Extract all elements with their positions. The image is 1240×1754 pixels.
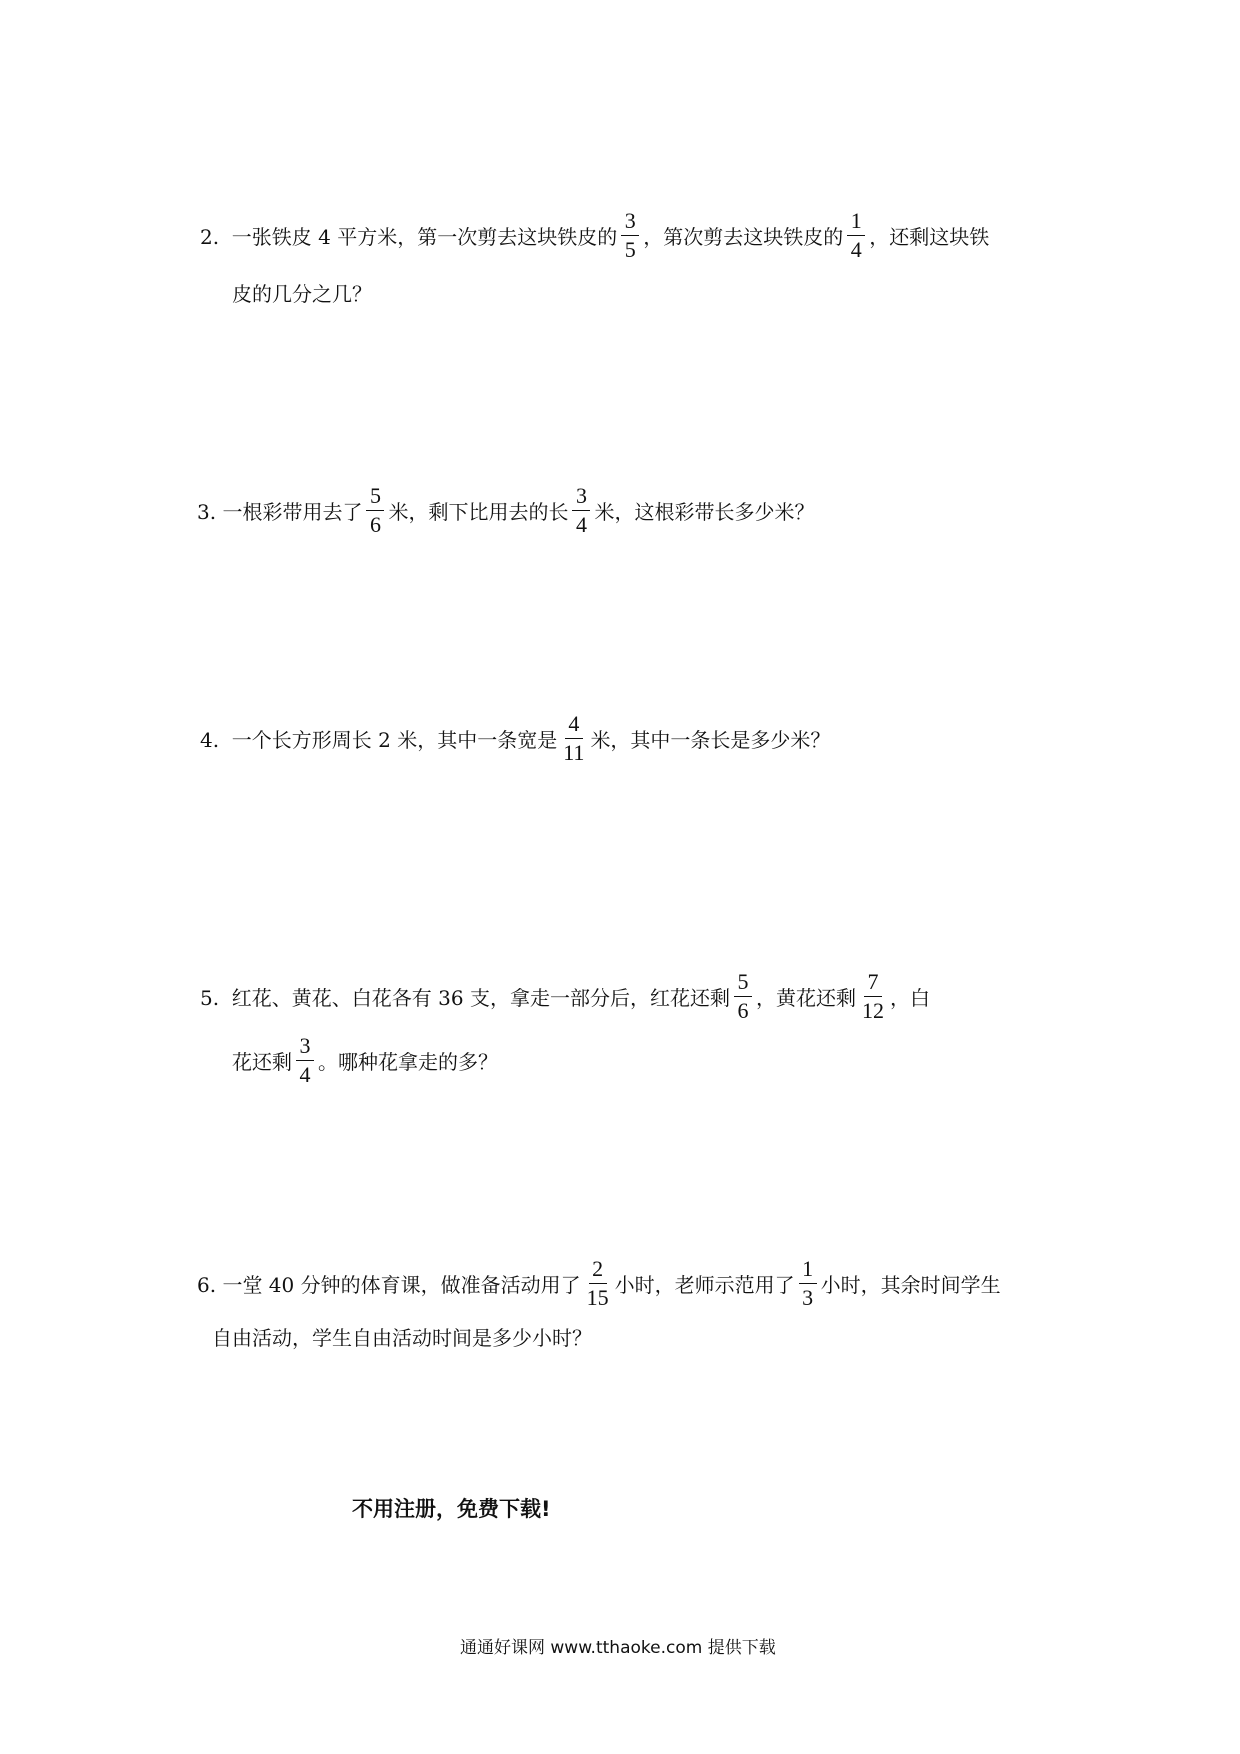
q5-fraction-2 [860,971,886,1022]
numerator: 7 [864,971,882,997]
q5-fraction-3 [296,1035,314,1086]
denominator: 6 [369,512,381,537]
q2-line1 [200,210,989,261]
numerator: 3 [572,485,590,511]
numerator: 5 [366,485,384,511]
q6-fraction-1 [585,1258,611,1309]
denominator: 3 [802,1285,814,1310]
denominator: 4 [299,1062,311,1087]
q3-text-3: 米，这根彩带长多少米？ [594,500,815,524]
q5-text-4: 花还剩 [232,1050,292,1074]
q5-text-3: ，白 [889,986,930,1010]
q6-text-4: 自由活动，学生自由活动时间是多少小时？ [212,1326,592,1350]
denominator: 11 [563,740,585,765]
numerator: 5 [734,971,752,997]
q5-fraction-1 [734,971,752,1022]
q3-text-2: 米，剩下比用去的长 [388,500,569,524]
numerator: 1 [799,1258,817,1284]
q2-text-1: 2. 一张铁皮 4 平方米，第一次剪去这块铁皮的 [200,225,618,249]
q4-line [200,713,830,764]
q3-fraction-2 [572,485,590,536]
numerator: 2 [589,1258,607,1284]
q2-text-3: ，还剩这块铁 [869,225,990,249]
q4-text-2: 米，其中一条长是多少米？ [590,728,831,752]
q2-fraction-2 [847,210,865,261]
q5-text-1: 5. 红花、黄花、白花各有 36 支，拿走一部分后，红花还剩 [200,986,730,1010]
q3-fraction-1 [366,485,384,536]
numerator: 3 [296,1035,314,1061]
q5-line2 [232,1035,498,1086]
q6-line1 [197,1258,1001,1309]
q6-text-3: 小时，其余时间学生 [820,1273,1001,1297]
q3-text-1: 3. 一根彩带用去了 [197,500,363,524]
denominator: 4 [575,512,587,537]
q3-line [197,485,814,536]
q5-text-2: ，黄花还剩 [755,986,856,1010]
q2-text-2: ，第次剪去这块铁皮的 [643,225,844,249]
numerator: 4 [565,713,583,739]
q5-line1 [200,971,930,1022]
q6-text-1: 6. 一堂 40 分钟的体育课，做准备活动用了 [197,1273,581,1297]
page-footer: 通通好课网 www.tthaoke.com 提供下载 [460,1638,776,1658]
free-download-notice: 不用注册，免费下载! [352,1497,551,1521]
q4-text-1: 4. 一个长方形周长 2 米，其中一条宽是 [200,728,558,752]
q2-line2 [232,278,372,307]
denominator: 5 [624,237,636,262]
q5-text-5: 。哪种花拿走的多？ [318,1050,498,1074]
q2-fraction-1 [621,210,639,261]
q6-line2 [212,1322,592,1351]
q2-text-4: 皮的几分之几？ [232,282,372,306]
q4-fraction-1 [561,713,586,764]
denominator: 15 [586,1285,609,1310]
numerator: 3 [621,210,639,236]
q6-fraction-2 [799,1258,817,1309]
denominator: 12 [861,998,884,1023]
q6-text-2: 小时，老师示范用了 [614,1273,795,1297]
numerator: 1 [847,210,865,236]
denominator: 4 [850,237,862,262]
denominator: 6 [737,998,749,1023]
